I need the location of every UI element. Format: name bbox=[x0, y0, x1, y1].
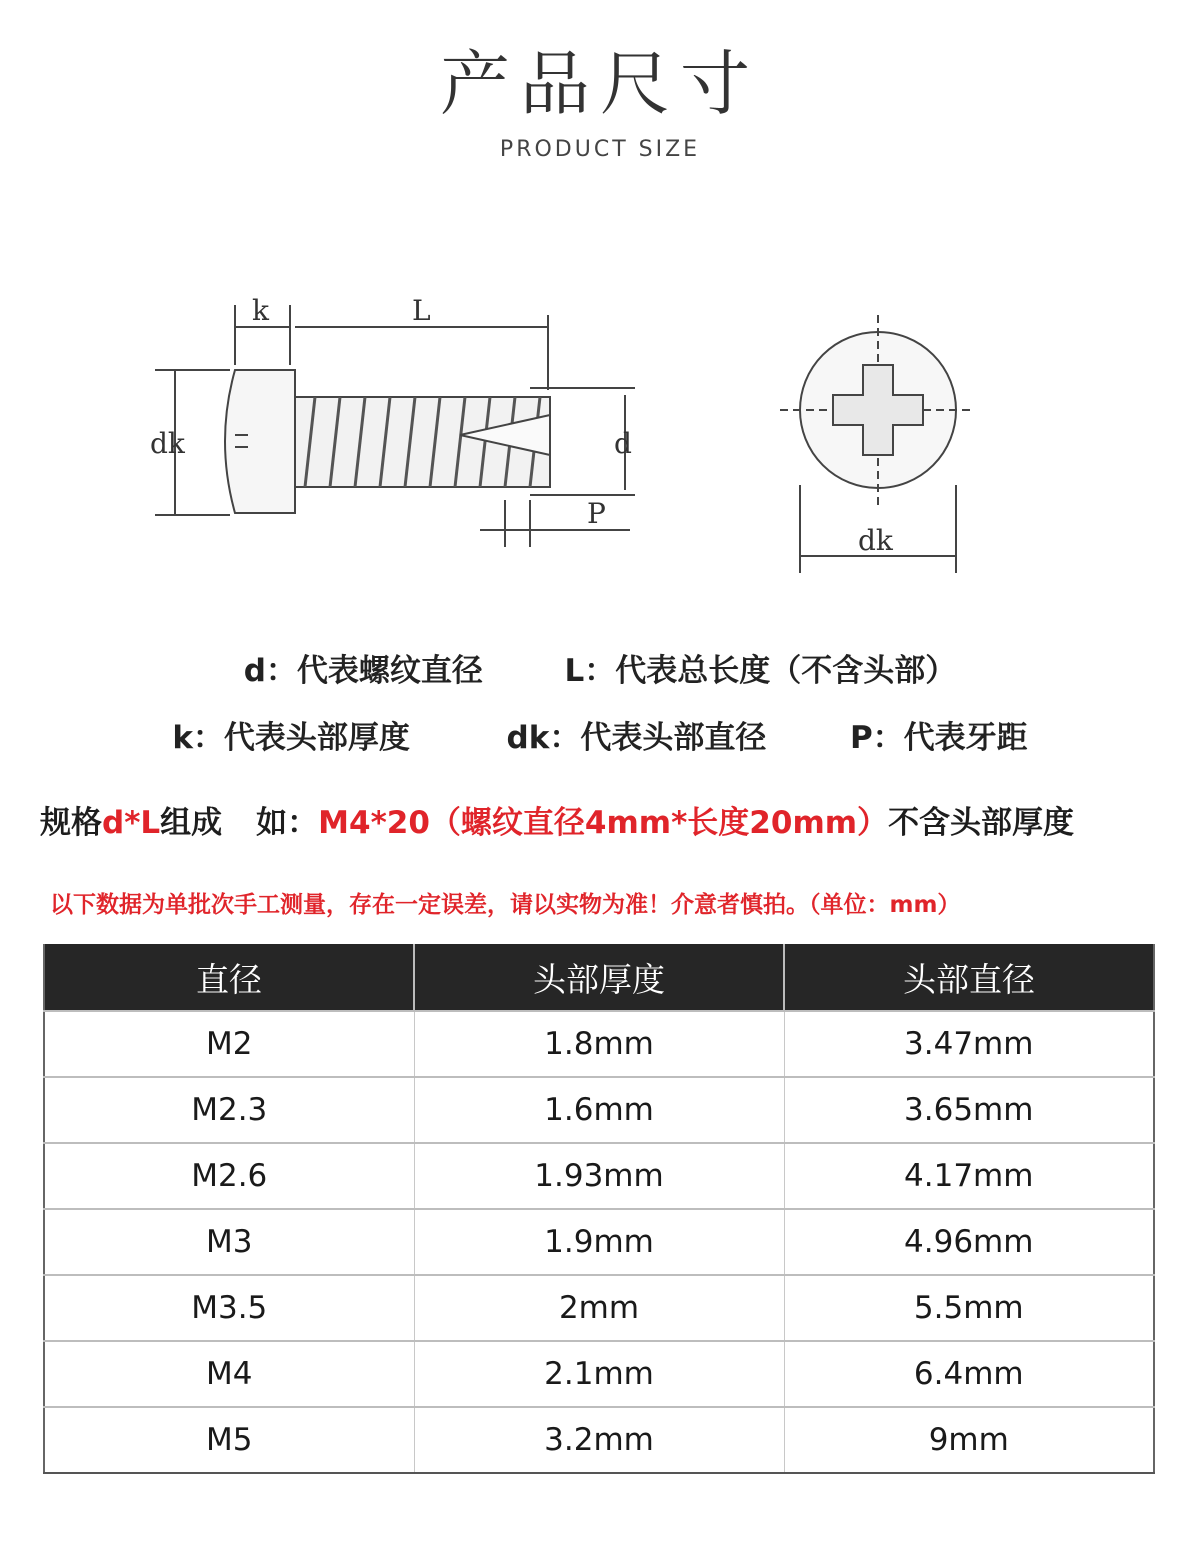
legend-k: k：代表头部厚度 bbox=[172, 720, 410, 756]
table-row bbox=[44, 1011, 1154, 1077]
cell-head-thickness: 1.6mm bbox=[414, 1077, 784, 1143]
screw-head bbox=[225, 370, 295, 513]
label-k: k bbox=[252, 294, 269, 327]
label-d: d bbox=[614, 427, 632, 460]
table-header-row bbox=[44, 944, 1154, 1011]
cell-head-thickness: 1.9mm bbox=[414, 1209, 784, 1275]
column-header-head-thickness: 头部厚度 bbox=[414, 944, 784, 1011]
legend-row-1 bbox=[0, 645, 1200, 690]
spec-formula: d*L bbox=[102, 805, 161, 841]
label-dk-side: dk bbox=[150, 427, 185, 460]
cell-diameter: M5 bbox=[44, 1407, 414, 1473]
label-L: L bbox=[412, 294, 431, 327]
cell-head-thickness: 2mm bbox=[414, 1275, 784, 1341]
column-header-head-diameter: 头部直径 bbox=[784, 944, 1154, 1011]
table-row bbox=[44, 1209, 1154, 1275]
cell-head-diameter: 3.47mm bbox=[784, 1011, 1154, 1077]
cell-diameter: M2.6 bbox=[44, 1143, 414, 1209]
screw-dimension-diagram bbox=[130, 285, 990, 595]
cell-head-thickness: 1.93mm bbox=[414, 1143, 784, 1209]
label-P: P bbox=[587, 497, 606, 530]
cell-head-thickness: 1.8mm bbox=[414, 1011, 784, 1077]
cell-head-diameter: 9mm bbox=[784, 1407, 1154, 1473]
measurement-notice: 以下数据为单批次手工测量，存在一定误差，请以实物为准！介意者慎拍。（单位：mm） bbox=[50, 892, 961, 918]
spec-suffix: 不含头部厚度 bbox=[888, 805, 1075, 841]
legend-dk: dk：代表头部直径 bbox=[506, 720, 767, 756]
cell-diameter: M3 bbox=[44, 1209, 414, 1275]
page-subtitle: PRODUCT SIZE bbox=[499, 137, 701, 162]
legend-d: d：代表螺纹直径 bbox=[243, 653, 483, 689]
cell-diameter: M4 bbox=[44, 1341, 414, 1407]
label-dk-top: dk bbox=[858, 524, 893, 557]
cell-head-thickness: 3.2mm bbox=[414, 1407, 784, 1473]
spec-example-label: 如： bbox=[256, 805, 319, 841]
cell-head-diameter: 5.5mm bbox=[784, 1275, 1154, 1341]
spec-example: M4*20（螺纹直径4mm*长度20mm） bbox=[318, 805, 889, 841]
legend-L: L：代表总长度（不含头部） bbox=[564, 653, 957, 689]
column-header-diameter: 直径 bbox=[44, 944, 414, 1011]
table-row bbox=[44, 1341, 1154, 1407]
cell-head-diameter: 6.4mm bbox=[784, 1341, 1154, 1407]
cell-head-diameter: 4.96mm bbox=[784, 1209, 1154, 1275]
cell-diameter: M2 bbox=[44, 1011, 414, 1077]
cell-diameter: M3.5 bbox=[44, 1275, 414, 1341]
legend-row-2 bbox=[0, 712, 1200, 757]
table-row bbox=[44, 1407, 1154, 1473]
cell-head-diameter: 4.17mm bbox=[784, 1143, 1154, 1209]
table-row bbox=[44, 1143, 1154, 1209]
size-table bbox=[43, 944, 1155, 1474]
legend-P: P：代表牙距 bbox=[849, 720, 1028, 756]
spec-prefix: 规格 bbox=[40, 805, 102, 841]
spec-line bbox=[40, 797, 1170, 842]
table-row bbox=[44, 1077, 1154, 1143]
cell-head-thickness: 2.1mm bbox=[414, 1341, 784, 1407]
table-row bbox=[44, 1275, 1154, 1341]
cell-diameter: M2.3 bbox=[44, 1077, 414, 1143]
cell-head-diameter: 3.65mm bbox=[784, 1077, 1154, 1143]
page-title: 产品尺寸 bbox=[440, 43, 760, 125]
spec-formula-suffix: 组成 bbox=[160, 805, 223, 841]
